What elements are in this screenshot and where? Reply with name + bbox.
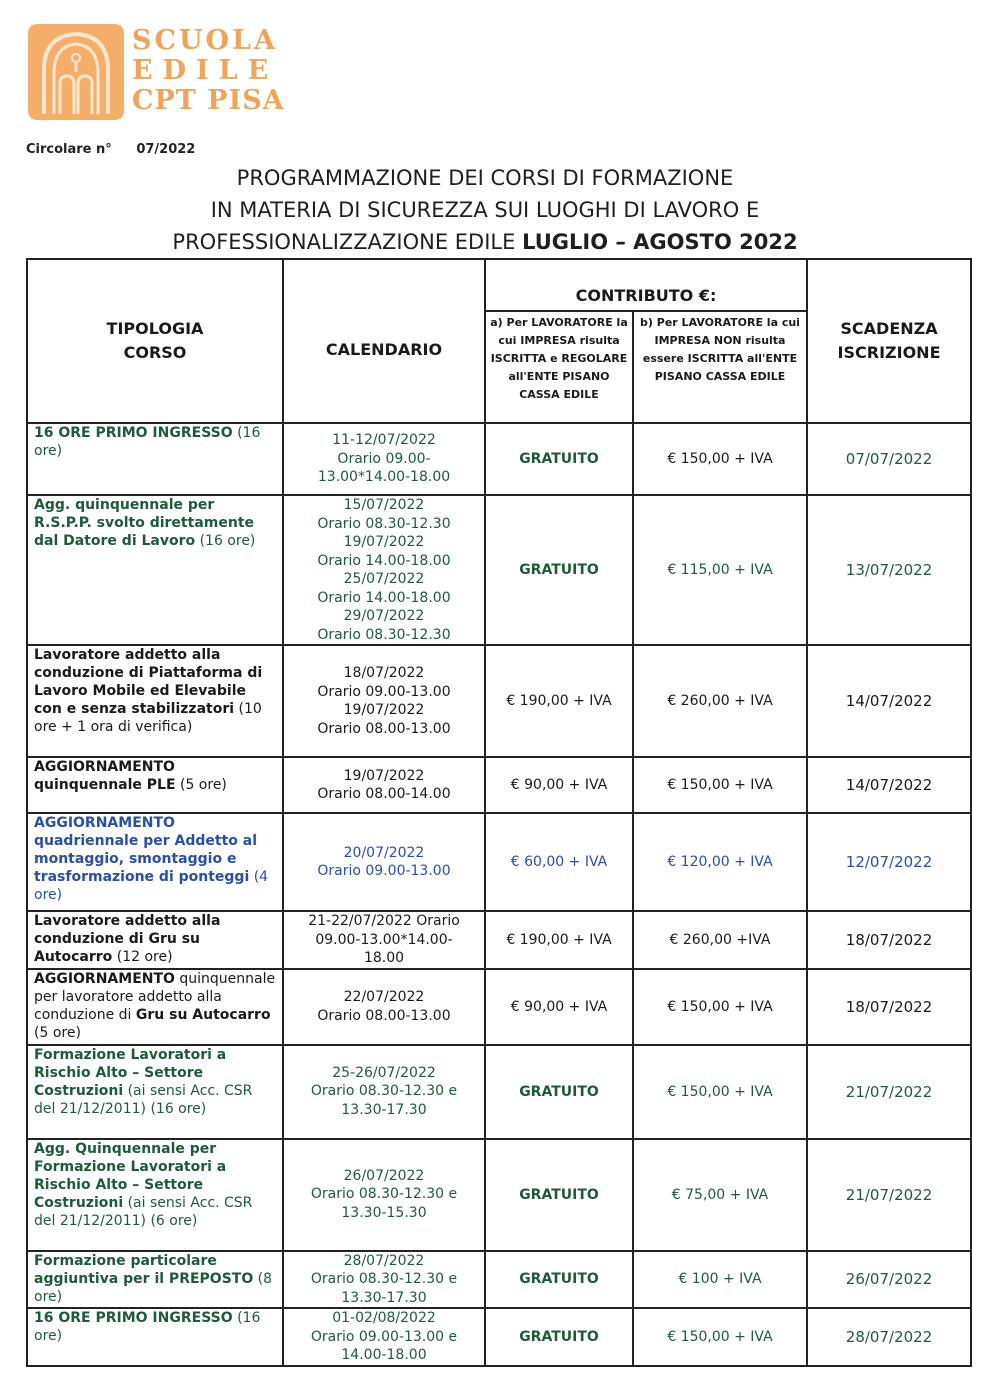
title-line-3 [140,226,830,258]
contribution-a: € 90,00 + IVA [485,757,633,813]
course-title-bold: Formazione particolare aggiuntiva per il PREPOSTO [34,1252,254,1287]
course-title-bold: Agg. quinquennale per R.S.P.P. svolto direttamente dal Datore di Lavoro [34,497,255,549]
course-calendar: 26/07/2022 Orario 08.30-12.30 e 13.30-15.30 [283,1139,485,1251]
contribution-b: € 115,00 + IVA [633,495,807,645]
course-title-bold: Agg. Quinquennale per Formazione Lavoratori a Rischio Alto – Settore Costruzioni [34,1140,227,1211]
registration-deadline: 13/07/2022 [807,495,971,645]
contribution-a: GRATUITO [485,495,633,645]
course-calendar: 19/07/2022 Orario 08.00-14.00 [283,757,485,813]
course-title-bold: Lavoratore addetto alla conduzione di Piattaforma di Lavoro Mobile ed Elevabile con e senza stabilizzatori [34,647,263,717]
table-row [27,813,971,911]
header-contributo: CONTRIBUTO €: [485,259,807,311]
registration-deadline: 26/07/2022 [807,1251,971,1309]
registration-deadline: 07/07/2022 [807,423,971,495]
course-title [27,813,283,911]
course-calendar: 11-12/07/2022 Orario 09.00- 13.00*14.00-18.00 [283,423,485,495]
contribution-a: GRATUITO [485,1251,633,1309]
title-line-2: IN MATERIA DI SICUREZZA SUI LUOGHI DI LAVORO E [210,198,760,222]
course-calendar: 25-26/07/2022 Orario 08.30-12.30 e 13.30-17.30 [283,1045,485,1139]
logo-line-1: SCUOLA [132,25,278,56]
course-title-regular: (5 ore) [175,777,227,793]
course-calendar: 18/07/2022 Orario 09.00-13.00 19/07/2022 Orario 08.00-13.00 [283,645,485,757]
registration-deadline: 28/07/2022 [807,1308,971,1366]
logo-line-2: EDILE [132,55,279,86]
contribution-b: € 75,00 + IVA [633,1139,807,1251]
course-title [27,1308,283,1366]
contribution-b: € 260,00 +IVA [633,911,807,969]
course-title-regular: (4 ore) [34,869,269,903]
page-title [140,162,830,258]
circolare-label: Circolare n° [26,142,112,157]
table-row [27,1308,971,1366]
contribution-a: € 190,00 + IVA [485,911,633,969]
contribution-b: € 150,00 + IVA [633,1308,807,1366]
course-calendar: 20/07/2022 Orario 09.00-13.00 [283,813,485,911]
course-title-bold: Lavoratore addetto alla conduzione di Gru su Autocarro [34,913,221,965]
title-line-3-regular: PROFESSIONALIZZAZIONE EDILE [172,230,523,254]
course-title-bold: Formazione Lavoratori a Rischio Alto – Settore Costruzioni [34,1046,227,1099]
contribution-a: € 90,00 + IVA [485,969,633,1045]
course-title [27,969,283,1045]
registration-deadline: 14/07/2022 [807,757,971,813]
registration-deadline: 21/07/2022 [807,1139,971,1251]
header-scadenza: SCADENZA ISCRIZIONE [807,259,971,423]
course-title-bold: Gru su Autocarro [135,1006,271,1023]
title-line-3-bold: LUGLIO – AGOSTO 2022 [522,230,798,254]
course-title-regular: (ai sensi Acc. CSR del 21/12/2011) (16 ore) [34,1082,253,1117]
table-row [27,969,971,1045]
table-row [27,645,971,757]
contribution-a: GRATUITO [485,423,633,495]
contribution-a: GRATUITO [485,1045,633,1139]
course-title [27,757,283,813]
course-title [27,645,283,757]
header-calendario: CALENDARIO [283,259,485,423]
table-row [27,423,971,495]
course-title-regular: quinquennale per lavoratore addetto alla conduzione di [34,970,276,1023]
logo-text [132,26,292,116]
course-title-bold: 16 ORE PRIMO INGRESSO [34,1310,233,1326]
contribution-a: GRATUITO [485,1308,633,1366]
course-title [27,911,283,969]
arch-building-icon [26,22,126,122]
contribution-b: € 260,00 + IVA [633,645,807,757]
contribution-a: € 190,00 + IVA [485,645,633,757]
contribution-b: € 120,00 + IVA [633,813,807,911]
course-title-bold: 16 ORE PRIMO INGRESSO [34,425,233,441]
course-title-regular: (12 ore) [112,949,173,965]
course-table [26,258,972,1367]
registration-deadline: 18/07/2022 [807,911,971,969]
course-calendar: 21-22/07/2022 Orario 09.00-13.00*14.00- 18.00 [283,911,485,969]
contribution-a: € 60,00 + IVA [485,813,633,911]
table-row [27,1045,971,1139]
logo-line-3: CPT PISA [132,85,285,116]
circolare-reference [26,142,195,157]
header-contributo-a: a) Per LAVORATORE la cui IMPRESA risulta ISCRITTA e REGOLARE all'ENTE PISANO CASSA EDILE [485,311,633,423]
table-row [27,757,971,813]
circolare-number: 07/2022 [136,142,196,157]
course-title-regular: (16 ore) [195,533,256,549]
course-title-bold: AGGIORNAMENTO quinquennale PLE [34,759,176,793]
course-title-bold: AGGIORNAMENTO quadriennale per Addetto al montaggio, smontaggio e trasformazione di ponteggi [34,815,257,885]
table-row [27,1139,971,1251]
course-title [27,423,283,495]
course-calendar: 01-02/08/2022 Orario 09.00-13.00 e 14.00-18.00 [283,1308,485,1366]
course-title-regular: (5 ore) [34,1024,81,1041]
contribution-b: € 100 + IVA [633,1251,807,1309]
table-header-row [27,259,971,311]
contribution-b: € 150,00 + IVA [633,1045,807,1139]
course-calendar: 28/07/2022 Orario 08.30-12.30 e 13.30-17.30 [283,1251,485,1309]
header-tipologia: TIPOLOGIA CORSO [27,259,283,423]
contribution-b: € 150,00 + IVA [633,969,807,1045]
course-title-regular: (ai sensi Acc. CSR del 21/12/2011) (6 ore) [34,1194,253,1229]
table-row [27,1251,971,1309]
course-title-regular: (8 ore) [34,1270,273,1305]
title-line-1: PROGRAMMAZIONE DEI CORSI DI FORMAZIONE [236,166,734,190]
registration-deadline: 18/07/2022 [807,969,971,1045]
course-title [27,495,283,645]
contribution-b: € 150,00 + IVA [633,423,807,495]
course-title-regular: (16 ore) [34,1310,261,1344]
contribution-a: GRATUITO [485,1139,633,1251]
course-calendar: 22/07/2022 Orario 08.00-13.00 [283,969,485,1045]
logo [26,22,288,122]
course-title-regular: (10 ore + 1 ora di verifica) [34,701,262,735]
course-title-bold: AGGIORNAMENTO [34,970,175,987]
registration-deadline: 12/07/2022 [807,813,971,911]
registration-deadline: 21/07/2022 [807,1045,971,1139]
header-contributo-b: b) Per LAVORATORE la cui IMPRESA NON risulta essere ISCRITTA all'ENTE PISANO CASSA EDILE [633,311,807,423]
table-row [27,495,971,645]
registration-deadline: 14/07/2022 [807,645,971,757]
course-title-regular: (16 ore) [34,425,261,459]
course-calendar: 15/07/2022 Orario 08.30-12.30 19/07/2022 Orario 14.00-18.00 25/07/2022 Orario 14.00-18.00 29/07/2022 Orario 08.30-12.30 [283,495,485,645]
course-title [27,1139,283,1251]
course-title [27,1045,283,1139]
table-row [27,911,971,969]
contribution-b: € 150,00 + IVA [633,757,807,813]
course-title [27,1251,283,1309]
